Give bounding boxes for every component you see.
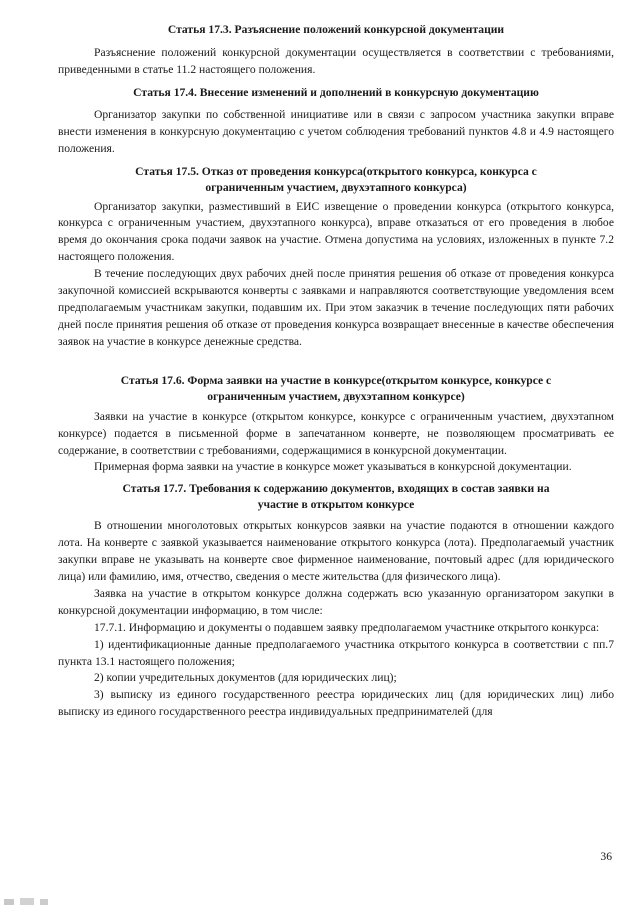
scan-smudge [0, 896, 70, 905]
heading-17-5 [58, 164, 614, 196]
s17-6-paragraph-2: Примерная форма заявки на участие в конкурсе может указываться в конкурсной документации. [94, 460, 572, 474]
page-number: 36 [600, 850, 612, 863]
s17-5-paragraph-2: В течение последующих двух рабочих дней после принятия решения об отказе от проведения конкурса закупочной комиссией вскрываются конверты с заявками и направляются соответствующие уведомления всем предполагаемым участникам закупки, подавшим их. При этом заказчик в течение последующих пяти рабочих дней после принятия решения об отказе от проведения конкурса возвращает внесенные в качестве обеспечения заявок на участие в конкурсе денежные средства. [58, 267, 614, 348]
heading-17-5-line-1: Статья 17.5. Отказ от проведения конкурса(открытого конкурса, конкурса с [135, 164, 537, 178]
heading-17-6-line-1: Статья 17.6. Форма заявки на участие в конкурсе(открытом конкурсе, конкурсе с [120, 373, 552, 387]
s17-4-paragraph-1: Организатор закупки по собственной инициативе или в связи с запросом участника закупки вправе внести изменения в конкурсную документацию с учетом соблюдения требований пунктов 4.8 и 4.9 настоящего положения. [58, 107, 614, 155]
s17-7-paragraph-1: В отношении многолотовых открытых конкурсов заявки на участие подаются в отношении каждого лота. На конверте с заявкой указывается наименование открытого конкурса (лота). Предполагаемый участник закупки вправе не указывать на конверте свое фирменное наименование, почтовый адрес (для юридического лица) или фамилию, имя, отчество, сведения о месте жительства (для физического лица). [58, 519, 614, 584]
s17-7-paragraph-5: 2) копии учредительных документов (для юридических лиц); [94, 671, 397, 685]
s17-3-paragraph-1: Разъяснение положений конкурсной документации осуществляется в соответствии с требованиями, приведенными в статье 11.2 настоящего положения. [58, 46, 614, 76]
heading-17-3: Статья 17.3. Разъяснение положений конкурсной документации [167, 23, 505, 36]
s17-5-paragraph-1: Организатор закупки, разместивший в ЕИС извещение о проведении конкурса (открытого конкурса, конкурса с ограниченным участием, двухэтапного конкурса), вправе отказаться от его проведения в любое время до окончания срока подачи заявок на участие. Отмена допустима на условиях, изложенных в пункте 7.2 настоящего положения. [58, 199, 614, 264]
heading-17-7 [58, 481, 614, 513]
heading-17-7-line-2: участие в открытом конкурсе [257, 498, 415, 512]
s17-7-paragraph-4: 1) идентификационные данные предполагаемого участника открытого конкурса в соответствии с пп.7 пункта 13.1 настоящего положения; [58, 637, 614, 668]
s17-7-paragraph-6: 3) выписку из единого государственного реестра юридических лиц (для юридических лиц) либо выписку из единого государственного реестра индивидуальных предпринимателей (для [58, 688, 614, 719]
heading-17-5-line-2: ограниченным участием, двухэтапного конкурса) [205, 180, 467, 194]
s17-7-paragraph-2: Заявка на участие в открытом конкурсе должна содержать всю указанную организатором закупки в конкурсной документации информацию, в том числе: [58, 586, 614, 617]
s17-7-paragraph-3: 17.7.1. Информацию и документы о подавшем заявку предполагаемом участнике открытого конкурса: [94, 620, 600, 634]
heading-17-4: Статья 17.4. Внесение изменений и дополнений в конкурсную документацию [133, 85, 539, 99]
s17-6-paragraph-1: Заявки на участие в конкурсе (открытом конкурсе, конкурсе с ограниченным участием, двухэтапном конкурсе) подается в письменной форме в запечатанном конверте, не позволяющем просматривать ее содержание, в соответствии с требованиями, содержащимися в конкурсной документации. [58, 409, 614, 457]
document-page [58, 22, 614, 721]
heading-17-7-line-1: Статья 17.7. Требования к содержанию документов, входящих в состав заявки на [122, 482, 550, 496]
heading-17-6 [58, 373, 614, 405]
heading-17-6-line-2: ограниченным участием, двухэтапном конкурсе) [207, 389, 465, 403]
